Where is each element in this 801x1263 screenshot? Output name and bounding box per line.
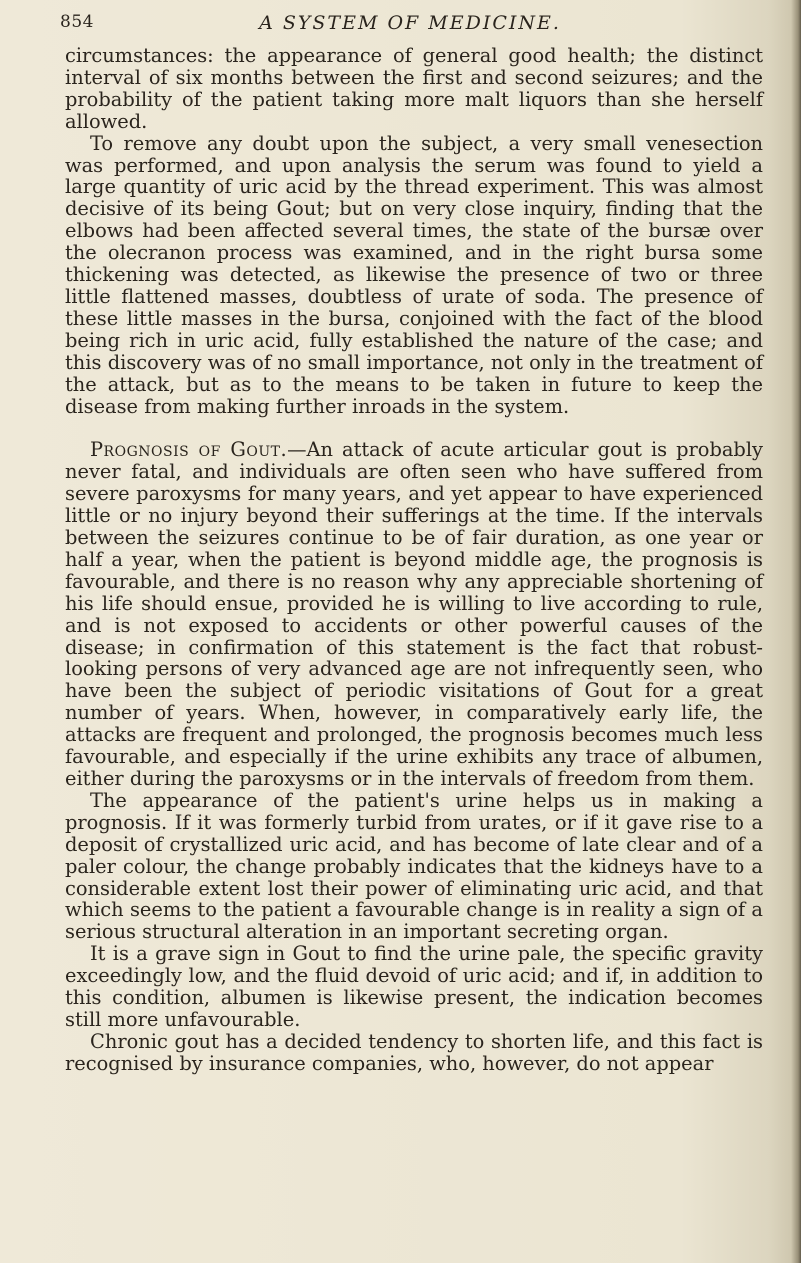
paragraph-urine: The appearance of the patient's urine helps us in making a prognosis. If it was formerly turbid from urates, or if it gave rise to a deposit of crystallized uric acid, and has become of late clear and of a paler colour, the change probably indicates that the kidneys have to a considerable extent lost their power of eliminating uric acid, and that which seems to the patient a favourable change is in reality a sign of a serious structural alteration in an important secreting organ.	[65, 788, 763, 944]
paragraph-continuation: circumstances: the appearance of general good health; the distinct interval of six months between the first and second seizures; and the probability of the patient taking more malt liquors than she herself allowed.	[65, 44, 763, 133]
paragraph-grave-sign: It is a grave sign in Gout to find the urine pale, the specific gravity exceedingly low, and the fluid devoid of uric acid; and if, in addition to this condition, albumen is likewise present, the indication becomes still more unfavourable.	[65, 942, 763, 1031]
page-number: 854	[60, 12, 94, 32]
page-body	[65, 45, 763, 1075]
running-head: A SYSTEM OF MEDICINE.	[259, 12, 561, 34]
paragraph-prognosis-text: —An attack of acute articular gout is probably never fatal, and individuals are often seen who have suffered from severe paroxysms for many years, and yet appear to have experienced little or no injury beyond their sufferings at the time. If the intervals between the seizures continue to be of fair duration, as one year or half a year, when the patient is beyond middle age, the prognosis is favourable, and there is no reason why any appreciable shortening of his life should ensue, provided he is willing to live according to rule, and is not exposed to accidents or other powerful causes of the disease; in confirmation of this statement is the fact that robust-looking persons of very advanced age are not infrequently seen, who have been the subject of periodic visitations of Gout for a great number of years. When, however, in comparatively early life, the attacks are frequent and prolonged, the prognosis becomes much less favourable, and especially if the urine exhibits any trace of albumen, either during the paroxysms or in the intervals of freedom from them.	[65, 438, 763, 790]
paragraph-chronic-gout: Chronic gout has a decided tendency to shorten life, and this fact is recognised by insurance companies, who, however, do not appear	[65, 1029, 763, 1075]
paragraph-venesection: To remove any doubt upon the subject, a very small venesection was performed, and upon analysis the serum was found to yield a large quantity of uric acid by the thread experiment. This was almost decisive of its being Gout; but on very close inquiry, finding that the elbows had been affected several times, the state of the bursæ over the olecranon process was examined, and in the right bursa some thickening was detected, as likewise the presence of two or three little flattened masses, doubtless of urate of soda. The presence of these little masses in the bursa, conjoined with the fact of the blood being rich in uric acid, fully established the nature of the case; and this discovery was of no small importance, not only in the treatment of the attack, but as to the means to be taken in future to keep the disease from making further inroads in the system.	[65, 131, 763, 418]
page-header	[60, 8, 760, 38]
paragraph-prognosis	[65, 439, 763, 790]
section-heading: Prognosis of Gout.	[90, 438, 288, 462]
page-edge-shadow	[791, 0, 801, 1263]
